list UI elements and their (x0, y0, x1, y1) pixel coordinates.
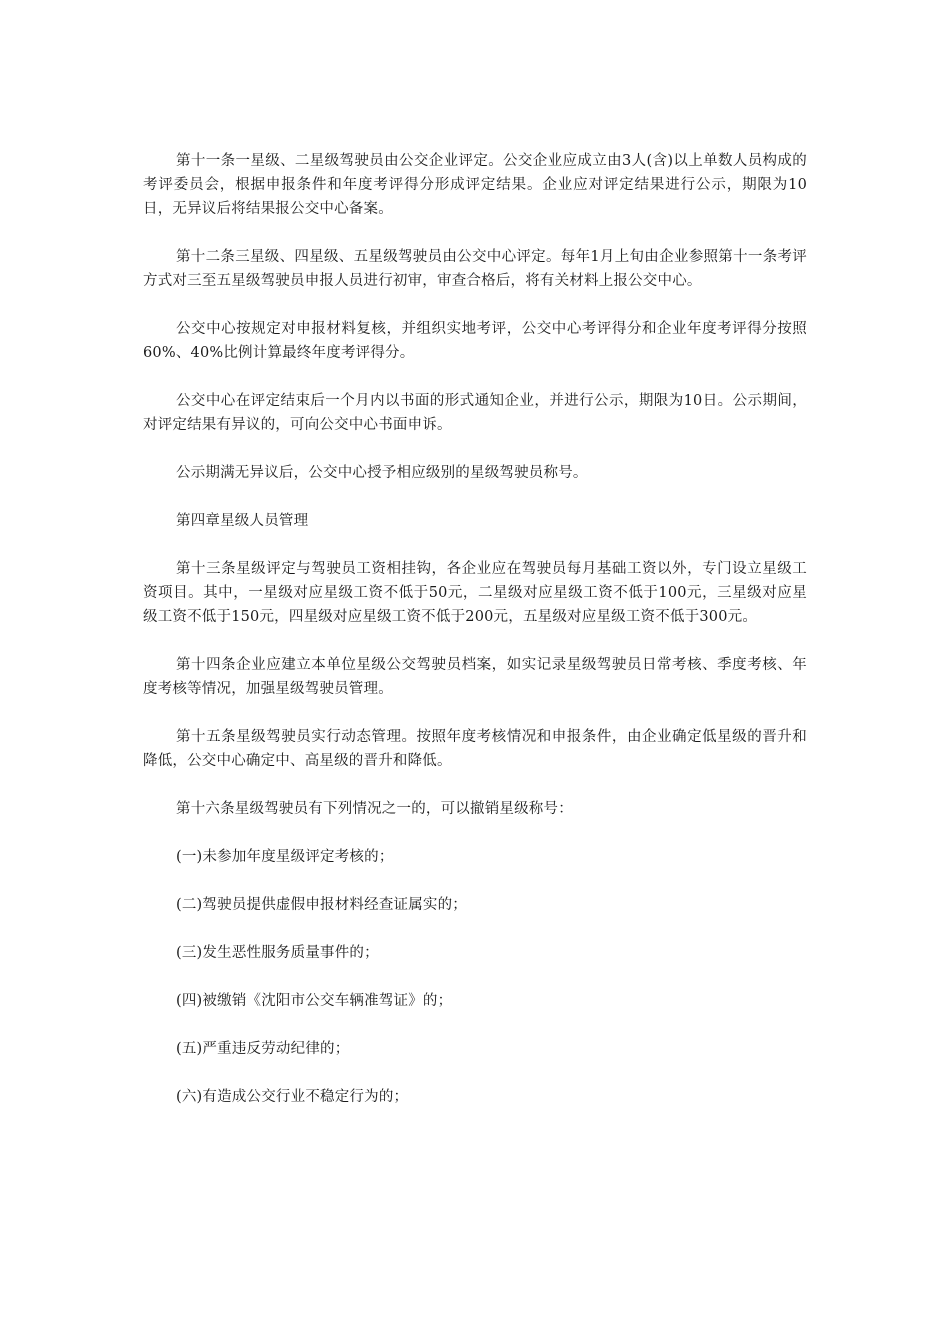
paragraph-article-15: 第十五条星级驾驶员实行动态管理。按照年度考核情况和申报条件，由企业确定低星级的晋升和降低，公交中心确定中、高星级的晋升和降低。 (143, 729, 807, 769)
list-item: (五)严重违反劳动纪律的； (176, 1041, 350, 1057)
list-item: (三)发生恶性服务质量事件的； (176, 945, 379, 961)
paragraph-article-13: 第十三条星级评定与驾驶员工资相挂钩，各企业应在驾驶员每月基础工资以外，专门设立星级工资项目。其中，一星级对应星级工资不低于50元，二星级对应星级工资不低于100元，三星级对应星级工资不低于150元，四星级对应星级工资不低于200元，五星级对应星级工资不低于300元。 (143, 561, 807, 625)
paragraph-article-14: 第十四条企业应建立本单位星级公交驾驶员档案，如实记录星级驾驶员日常考核、季度考核、年度考核等情况，加强星级驾驶员管理。 (143, 657, 807, 697)
paragraph-review: 公交中心按规定对申报材料复核，并组织实地考评，公交中心考评得分和企业年度考评得分按照60%、40%比例计算最终年度考评得分。 (143, 321, 807, 361)
paragraph-title-award: 公示期满无异议后，公交中心授予相应级别的星级驾驶员称号。 (176, 465, 588, 481)
chapter-heading: 第四章星级人员管理 (176, 513, 309, 529)
list-item: (四)被缴销《沈阳市公交车辆准驾证》的； (176, 993, 453, 1009)
paragraph-article-12: 第十二条三星级、四星级、五星级驾驶员由公交中心评定。每年1月上旬由企业参照第十一条考评方式对三至五星级驾驶员申报人员进行初审，审查合格后，将有关材料上报公交中心。 (143, 249, 807, 289)
list-item: (六)有造成公交行业不稳定行为的； (176, 1089, 409, 1105)
list-item: (二)驾驶员提供虚假申报材料经查证属实的； (176, 897, 468, 913)
paragraph-article-16: 第十六条星级驾驶员有下列情况之一的，可以撤销星级称号： (176, 801, 573, 817)
list-item: (一)未参加年度星级评定考核的； (176, 849, 394, 865)
paragraph-notification: 公交中心在评定结束后一个月内以书面的形式通知企业，并进行公示，期限为10日。公示期间，对评定结果有异议的，可向公交中心书面申诉。 (143, 393, 807, 433)
paragraph-article-11: 第十一条一星级、二星级驾驶员由公交企业评定。公交企业应成立由3人(含)以上单数人员构成的考评委员会，根据申报条件和年度考评得分形成评定结果。企业应对评定结果进行公示，期限为10日，无异议后将结果报公交中心备案。 (143, 153, 807, 217)
document-page (143, 149, 807, 1133)
